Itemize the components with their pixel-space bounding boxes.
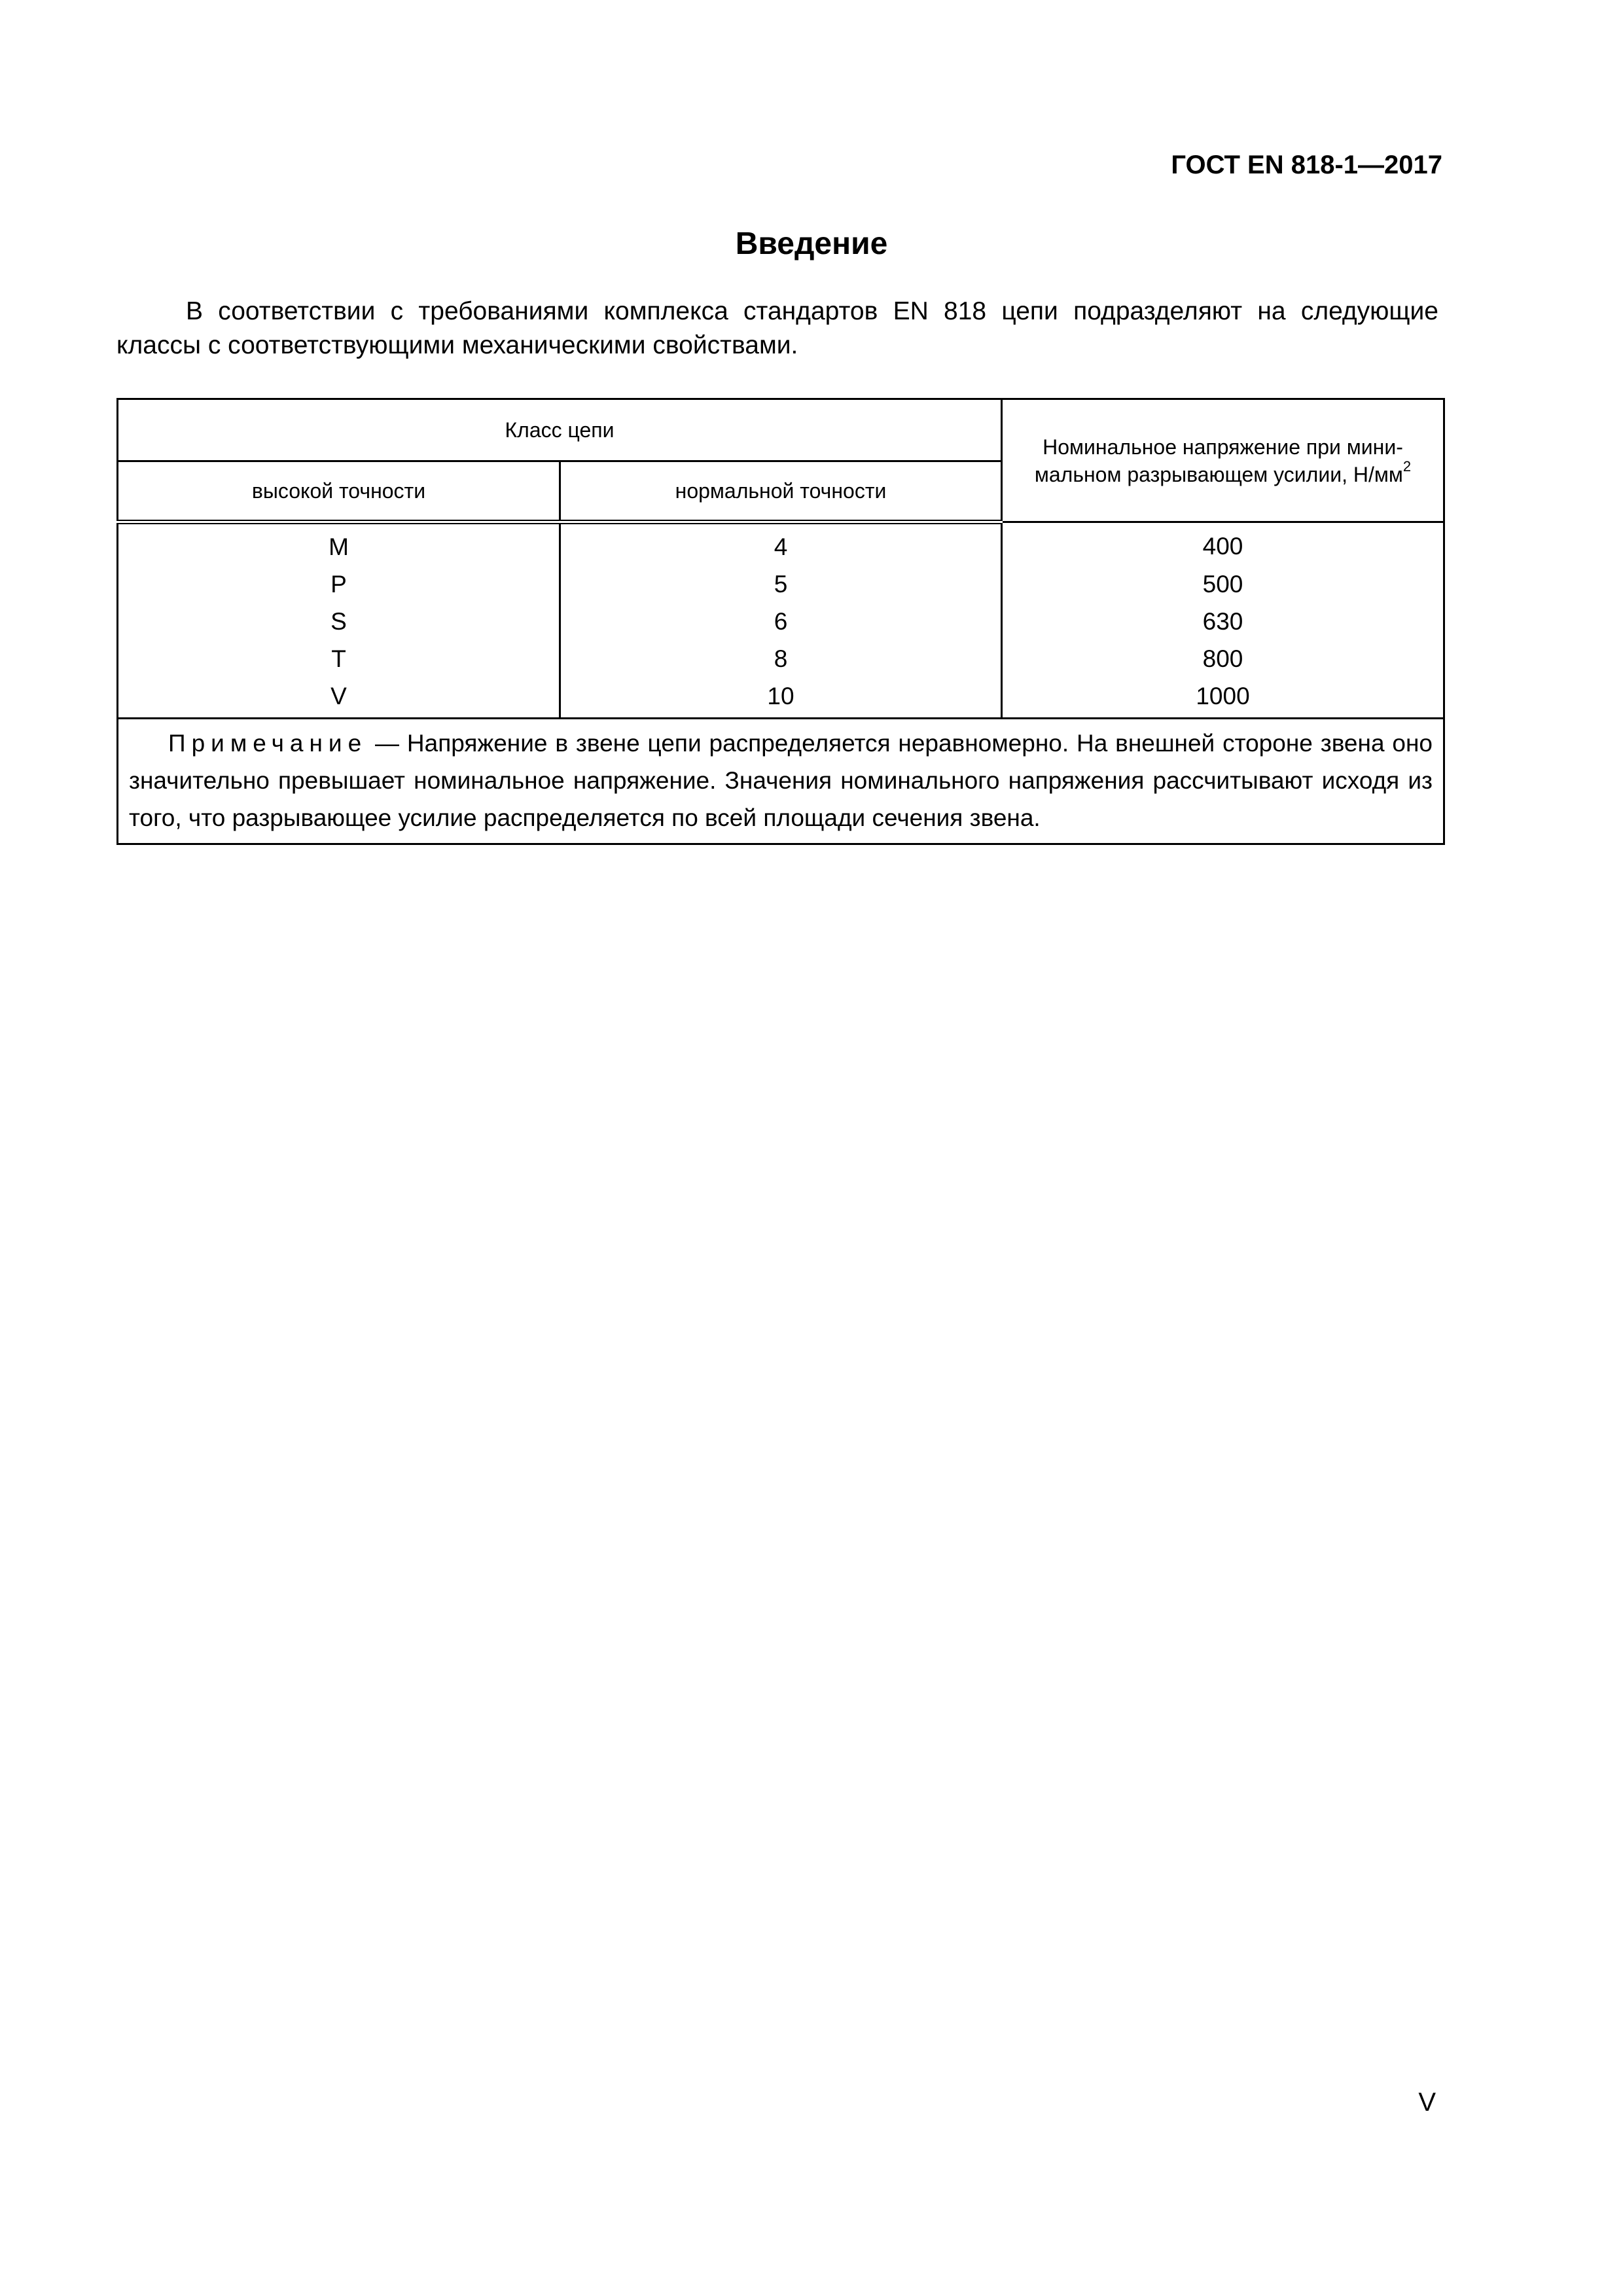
- cell-nominal: 500: [1002, 565, 1444, 603]
- section-title: Введение: [735, 226, 888, 261]
- table-body: [118, 522, 1444, 844]
- table-row: [118, 565, 1444, 603]
- cell-nominal: 1000: [1002, 677, 1444, 719]
- cell-normal: 5: [560, 565, 1002, 603]
- header-nominal-stress: [1002, 399, 1444, 522]
- header-chain-class: Класс цепи: [118, 399, 1002, 461]
- table-note-row: [118, 719, 1444, 844]
- header-normal-precision: нормальной точности: [560, 461, 1002, 522]
- cell-high: M: [118, 522, 560, 566]
- table-note: [118, 719, 1444, 844]
- document-code: ГОСТ EN 818-1—2017: [1171, 151, 1442, 179]
- table-row: [118, 640, 1444, 677]
- intro-paragraph: В соответствии с требованиями комплекса стандартов EN 818 цепи подразделяют на следующие классы с соответствующими механическими свойствами.: [116, 297, 1438, 359]
- cell-nominal: 800: [1002, 640, 1444, 677]
- cell-normal: 8: [560, 640, 1002, 677]
- page-number: V: [1418, 2088, 1436, 2117]
- header-nominal-stress-exponent: 2: [1402, 457, 1412, 475]
- note-label: Примечание: [168, 730, 368, 757]
- header-nominal-stress-text: Номинальное напряжение при мини-мальном разрывающем усилии, Н/мм: [1034, 435, 1403, 486]
- cell-nominal: 400: [1002, 522, 1444, 566]
- cell-high: P: [118, 565, 560, 603]
- table-row: [118, 603, 1444, 640]
- note-text: — Напряжение в звене цепи распределяется неравномерно. На внешней стороне звена оно значительно превышает номинальное напряжение. Значения номинального напряжения рассчитывают исходя из того, что разрывающее усилие распределяется по всей площади сечения звена.: [129, 730, 1433, 831]
- cell-normal: 6: [560, 603, 1002, 640]
- cell-high: S: [118, 603, 560, 640]
- table-row: [118, 522, 1444, 566]
- cell-normal: 10: [560, 677, 1002, 719]
- cell-high: T: [118, 640, 560, 677]
- table-row: [118, 677, 1444, 719]
- chain-class-table: [116, 398, 1445, 845]
- cell-nominal: 630: [1002, 603, 1444, 640]
- cell-high: V: [118, 677, 560, 719]
- header-high-precision: высокой точности: [118, 461, 560, 522]
- cell-normal: 4: [560, 522, 1002, 566]
- table-header: [118, 399, 1444, 522]
